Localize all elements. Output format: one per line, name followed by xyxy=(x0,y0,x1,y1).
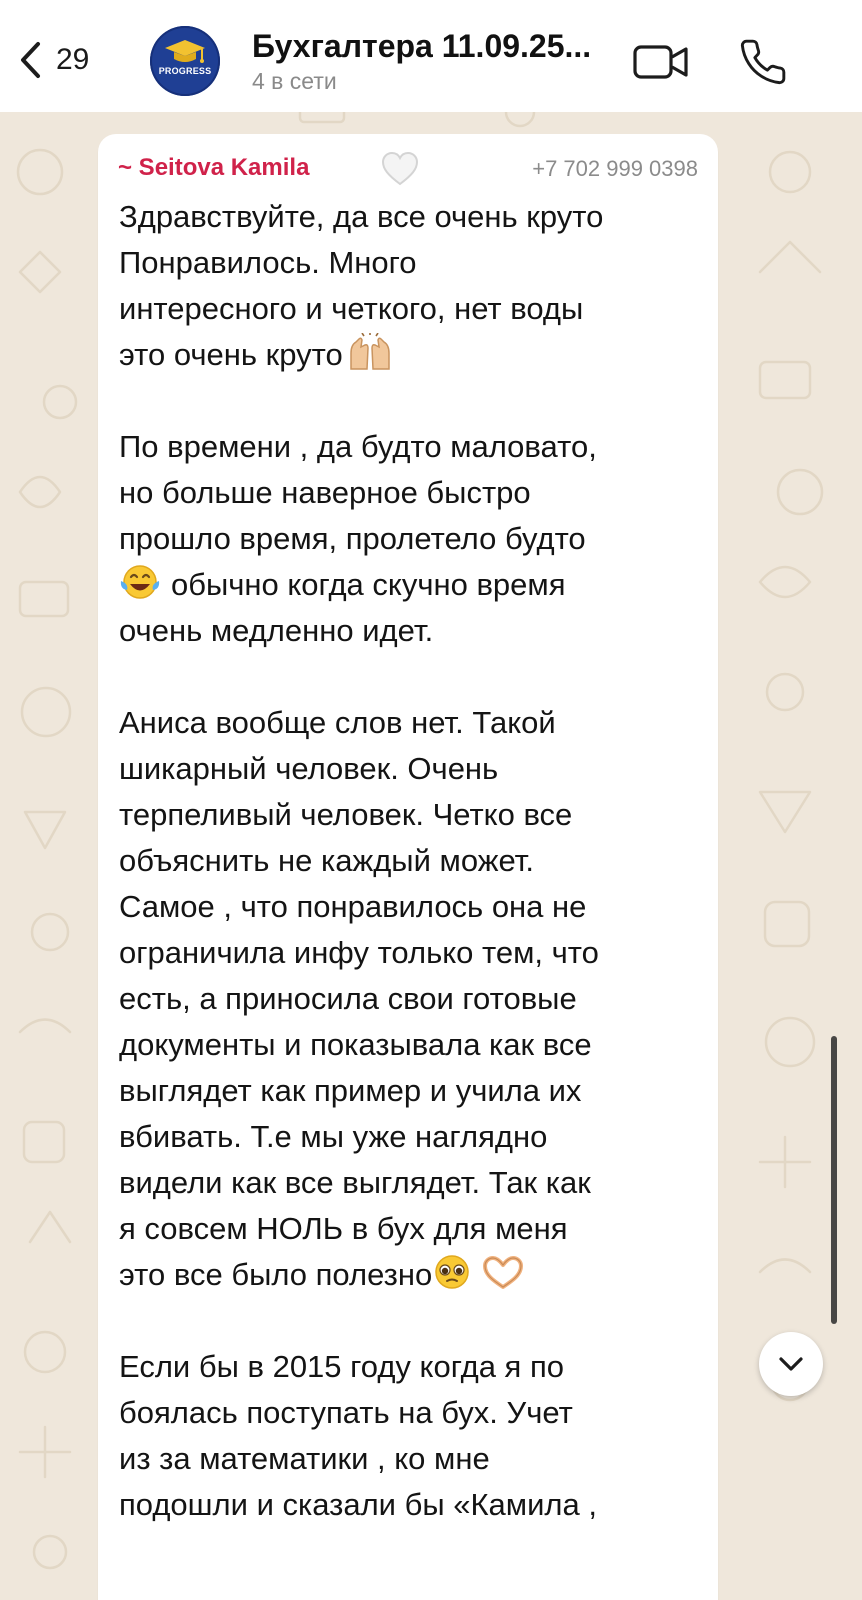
message-line: видели как все выглядет. Так как xyxy=(119,1165,591,1200)
message-bubble[interactable] xyxy=(98,134,718,1600)
message-line: очень медленно идет. xyxy=(119,613,434,648)
group-avatar[interactable] xyxy=(150,26,220,96)
message-line: Самое , что понравилось она не xyxy=(119,889,587,924)
chat-header xyxy=(0,0,862,112)
back-button[interactable] xyxy=(18,36,89,84)
message-line: но больше наверное быстро xyxy=(119,475,531,510)
message-line: выглядет как пример и учила их xyxy=(119,1073,582,1108)
heart-hands-icon xyxy=(480,1253,526,1291)
scroll-to-bottom-button[interactable] xyxy=(759,1332,823,1396)
message-line: это все было полезно xyxy=(119,1257,433,1292)
avatar-label: PROGRESS xyxy=(158,66,212,76)
white-heart-icon xyxy=(380,150,420,188)
message-line xyxy=(119,378,695,424)
message-line: подошли и сказали бы «Камила , xyxy=(119,1487,597,1522)
message-line xyxy=(119,654,695,700)
message-line: Здравствуйте, да все очень круто xyxy=(119,199,604,234)
raising-hands-icon xyxy=(347,333,393,371)
message-line: терпеливый человек. Четко все xyxy=(119,797,573,832)
message-header xyxy=(118,148,698,188)
message-line: шикарный человек. Очень xyxy=(119,751,499,786)
message-line: документы и показывала как все xyxy=(119,1027,592,1062)
message-line: интересного и четкого, нет воды xyxy=(119,291,584,326)
message-line: ограничила инфу только тем, что xyxy=(119,935,599,970)
chevron-down-icon xyxy=(777,1355,805,1373)
message-line: это очень круто xyxy=(119,337,343,372)
message-line-with-emoji xyxy=(119,332,695,378)
message-text xyxy=(119,194,695,1528)
sender-phone[interactable]: +7 702 999 0398 xyxy=(532,156,698,181)
chat-area[interactable] xyxy=(0,112,862,1600)
video-camera-icon xyxy=(632,42,690,82)
message-line: я совсем НОЛЬ в бух для меня xyxy=(119,1211,568,1246)
tears-of-joy-icon xyxy=(119,563,161,601)
voice-call-button[interactable] xyxy=(738,37,788,92)
video-call-button[interactable] xyxy=(632,42,690,87)
chat-title[interactable]: Бухгалтера 11.09.25... xyxy=(252,28,592,64)
message-line: боялась поступать на бух. Учет xyxy=(119,1395,573,1430)
scrollbar[interactable] xyxy=(831,1036,837,1324)
sender-name[interactable]: ~ Seitova Kamila xyxy=(118,154,310,181)
message-line: из за математики , ко мне xyxy=(119,1441,490,1476)
message-line: объяснить не каждый может. xyxy=(119,843,535,878)
message-line: По времени , да будто маловато, xyxy=(119,429,597,464)
message-line: Аниса вообще слов нет. Такой xyxy=(119,705,556,740)
pleading-face-icon xyxy=(432,1253,472,1291)
message-line: Понравилось. Много xyxy=(119,245,417,280)
message-line: есть, а приносила свои готовые xyxy=(119,981,577,1016)
message-line-with-emoji xyxy=(119,562,695,608)
unread-count: 29 xyxy=(56,43,90,76)
phone-icon xyxy=(738,37,788,87)
message-line: вбивать. Т.е мы уже наглядно xyxy=(119,1119,548,1154)
message-line: прошло время, пролетело будто xyxy=(119,521,586,556)
message-line xyxy=(119,1298,695,1344)
message-line: Если бы в 2015 году когда я по xyxy=(119,1349,564,1384)
chevron-left-icon xyxy=(18,40,42,80)
message-line-with-emoji xyxy=(119,1252,695,1298)
online-status: 4 в сети xyxy=(252,68,337,94)
message-line: обычно когда скучно время xyxy=(171,567,566,602)
graduation-cap-icon xyxy=(150,30,220,70)
